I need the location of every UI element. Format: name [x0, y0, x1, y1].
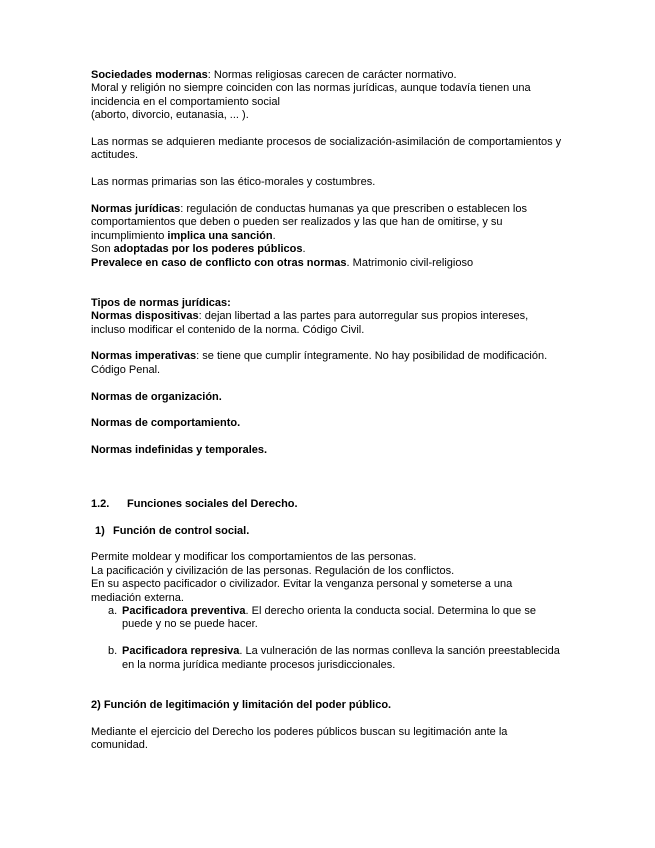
- text-run: : se tiene que cumplir íntegramente. No hay posibilidad de modificación. Código Penal.: [91, 350, 548, 376]
- paragraph-normas-comportamiento: [91, 417, 565, 430]
- bold-text-run: Sociedades modernas: [91, 69, 208, 81]
- paragraph-aspecto-pacificador: [91, 578, 565, 605]
- blank-line: [91, 123, 565, 136]
- paragraph-pacificacion: [91, 565, 565, 578]
- text-run: Mediante el ejercicio del Derecho los poderes públicos buscan su legitimación ante la comunidad.: [91, 725, 508, 752]
- blank-line: [91, 511, 565, 524]
- text-run: . El derecho orienta la conducta social. Determina lo que se puede y no se puede hacer.: [122, 605, 536, 631]
- list-item-pacificadora-represiva: [91, 645, 565, 672]
- text-run: La pacificación y civilización de las personas. Regulación de los conflictos.: [91, 564, 455, 577]
- bold-text-run: Normas jurídicas: [91, 203, 181, 216]
- paragraph-permite-moldear: [91, 551, 565, 564]
- blank-line: [91, 190, 565, 203]
- text-run: : regulación de conductas humanas ya que prescriben o establecen los comportamientos que deben o pueden ser realizados y las que han de omitirse, y su incumplimiento: [91, 203, 527, 242]
- blank-line: [91, 538, 565, 551]
- bold-text-run: Pacificadora preventiva: [122, 605, 246, 618]
- text-run: : dejan libertad a las partes para autorregular sus propios intereses, incluso modificar el contenido de la norma. Código Civil.: [91, 310, 529, 336]
- text-run: (aborto, divorcio, eutanasia, ... ).: [91, 109, 249, 122]
- text-run: : Normas religiosas carecen de carácter normativo.: [207, 69, 457, 81]
- bold-text-run: Pacificadora represiva: [122, 645, 240, 658]
- text-run: En su aspecto pacificador o civilizador. Evitar la venganza personal y someterse a una mediación externa.: [91, 578, 513, 604]
- text-run: Son: [91, 243, 114, 256]
- bold-text-run: Tipos de normas jurídicas:: [91, 296, 231, 309]
- bold-text-run: Prevalece en caso de conflicto con otras normas: [91, 256, 347, 269]
- bold-text-run: Normas indefinidas y temporales.: [91, 444, 268, 457]
- paragraph-moral-religion: [91, 82, 565, 109]
- paragraph-normas-indefinidas: [91, 444, 565, 457]
- blank-line: [91, 431, 565, 444]
- paragraph-sociedades-modernas: [91, 69, 565, 82]
- bold-text-run: 2) Función de legitimación y limitación del poder público.: [91, 698, 392, 711]
- bold-text-run: Normas de organización.: [91, 390, 222, 403]
- blank-line: [91, 672, 565, 685]
- blank-line: [91, 404, 565, 417]
- paragraph-socializacion: [91, 136, 565, 163]
- paragraph-normas-juridicas: [91, 203, 565, 243]
- heading-funcion-legitimacion: [91, 699, 565, 712]
- text-run: .: [302, 243, 306, 256]
- heading-number: 1): [95, 524, 105, 537]
- bold-text-run: implica una sanción: [167, 229, 273, 242]
- paragraph-normas-dispositivas: [91, 310, 565, 337]
- blank-line: [91, 458, 565, 471]
- text-run: . Matrimonio civil-religioso: [346, 256, 474, 269]
- section-heading-1-2: [91, 498, 565, 511]
- blank-line: [91, 270, 565, 283]
- bold-text-run: adoptadas por los poderes públicos: [113, 243, 303, 256]
- bold-text-run: Normas de comportamiento.: [91, 417, 241, 430]
- blank-line: [91, 377, 565, 390]
- heading-funcion-control-social: [91, 525, 565, 538]
- bold-text-run: Función de control social.: [113, 524, 250, 537]
- paragraph-normas-imperativas: [91, 350, 565, 377]
- list-item-pacificadora-preventiva: [91, 605, 565, 632]
- paragraph-mediante-ejercicio: [91, 726, 565, 753]
- text-run: Las normas primarias son las ético-morales y costumbres.: [91, 176, 376, 189]
- section-number: 1.2.: [91, 497, 110, 510]
- text-run: Moral y religión no siempre coinciden con las normas jurídicas, aunque todavía tienen una incidencia en el comportamiento social: [91, 82, 531, 108]
- bold-text-run: Normas dispositivas: [91, 310, 199, 323]
- text-run: Las normas se adquieren mediante procesos de socialización-asimilación de comportamientos y actitudes.: [91, 136, 562, 162]
- blank-line: [91, 283, 565, 296]
- text-run: Permite moldear y modificar los comportamientos de las personas.: [91, 551, 417, 564]
- paragraph-ejemplos: [91, 109, 565, 122]
- heading-tipos-normas: [91, 297, 565, 310]
- text-run: . La vulneración de las normas conlleva la sanción preestablecida en la norma jurídica mediante procesos jurisdiccionales.: [122, 645, 560, 671]
- blank-line: [91, 632, 565, 645]
- blank-line: [91, 712, 565, 725]
- bold-text-run: Normas imperativas: [91, 350, 197, 363]
- blank-line: [91, 685, 565, 698]
- text-run: .: [272, 229, 276, 242]
- list-marker: b.: [108, 645, 118, 658]
- blank-line: [91, 337, 565, 350]
- list-marker: a.: [108, 605, 118, 618]
- paragraph-normas-primarias: [91, 176, 565, 189]
- paragraph-normas-organizacion: [91, 391, 565, 404]
- bold-text-run: Funciones sociales del Derecho.: [127, 497, 298, 510]
- blank-line: [91, 163, 565, 176]
- paragraph-adoptadas: [91, 243, 565, 256]
- paragraph-prevalece: [91, 257, 565, 270]
- blank-line: [91, 471, 565, 484]
- blank-line: [91, 484, 565, 497]
